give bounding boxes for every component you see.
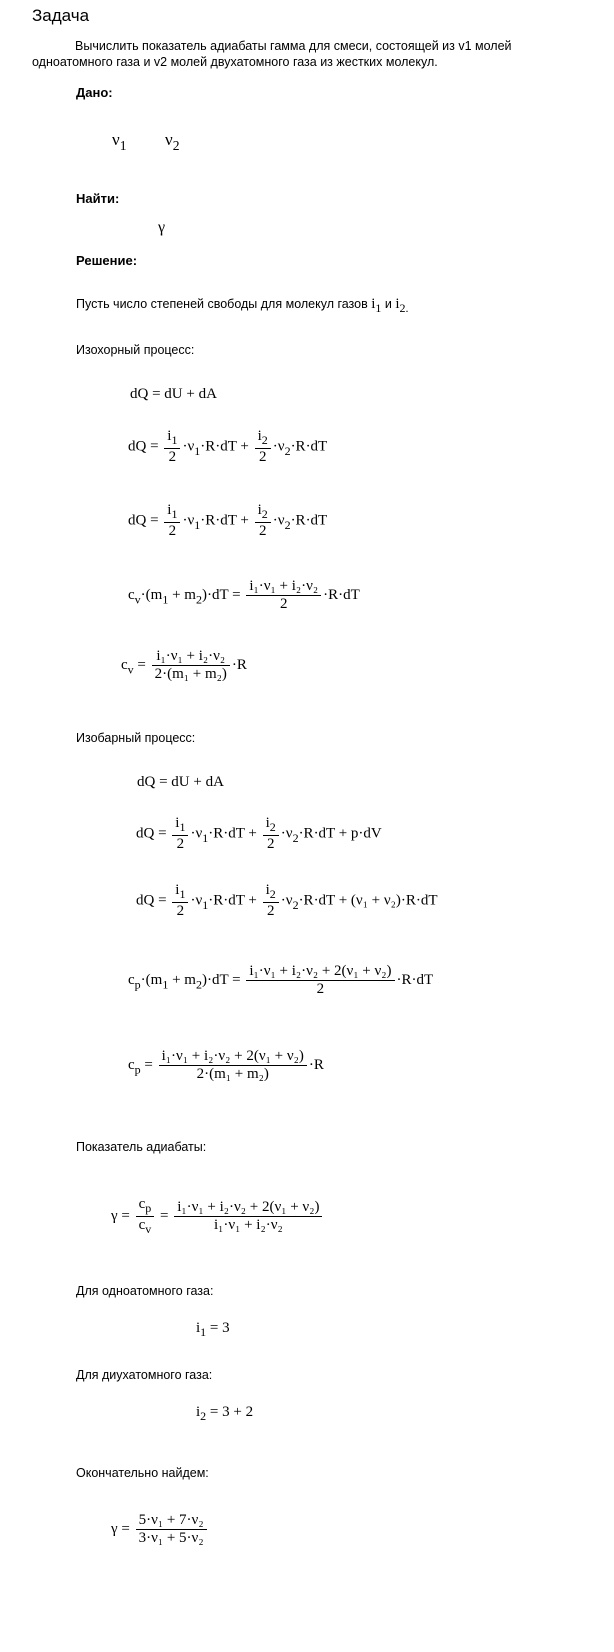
eq-isobaric-2: dQ = $\frac{i_1}{2}$ $\cdot\nu_1\cdot R\cdot dT$ + $\frac{i_2}{2}$ $\cdot\nu_2\cdot R\cdot dT + p\cdot dV$ bbox=[136, 815, 382, 852]
finally-heading: Окончательно найдем: bbox=[76, 1466, 209, 1480]
solution-heading: Решение: bbox=[76, 253, 138, 268]
given-heading: Дано: bbox=[76, 85, 113, 100]
given-nu2: $\nu_2$ bbox=[165, 130, 180, 153]
eq-isochoric-2: dQ = $\frac{i_1}{2}$ $\cdot\nu_1\cdot R\cdot dT$ + $\frac{i_2}{2}$ $\cdot\nu_2\cdot R\cdot dT$ bbox=[128, 428, 328, 465]
given-nu1: $\nu_1$ bbox=[112, 130, 127, 153]
eq-i2: $i_2 = 3 + 2$ bbox=[196, 1404, 254, 1424]
find-heading: Найти: bbox=[76, 191, 120, 206]
task-line-1: Вычислить показатель адиабаты гамма для смеси, состоящей из v1 молей bbox=[75, 39, 512, 53]
eq-isobaric-3: dQ = $\frac{i_1}{2}$ $\cdot\nu_1\cdot R\cdot dT$ + $\frac{i_2}{2}$ $\cdot\nu_2\cdot R\cdot dT + (\nu_1 + \nu_2)\cdot R\cdot dT$ bbox=[136, 882, 438, 919]
eq-cv: $c_v$ = $\frac{\text{i₁·ν₁ + i₂·ν₂}}{\text{2·(m₁ + m₂)}}$ ·R bbox=[121, 648, 247, 683]
eq-isochoric-4: $c_v\cdot(m_1 + m_2)\cdot dT$ = $\frac{\text{i₁·ν₁ + i₂·ν₂}}{2}$ ·R·dT bbox=[128, 578, 360, 613]
isobaric-heading: Изобарный процесс: bbox=[76, 731, 196, 745]
diatomic-heading: Для диухатомного газа: bbox=[76, 1368, 213, 1382]
page-title: Задача bbox=[32, 6, 90, 25]
eq-gamma-final: γ = $\frac{\text{5·ν₁ + 7·ν₂}}{\text{3·ν₁ + 5·ν₂}}$ bbox=[111, 1512, 209, 1548]
eq-cp: $c_p$ = $\frac{\text{i₁·ν₁ + i₂·ν₂ + 2(ν₁ + ν₂)}}{\text{2·(m₁ + m₂)}}$ ·R bbox=[128, 1048, 324, 1083]
find-gamma: γ bbox=[158, 219, 166, 236]
eq-isobaric-4: $c_p\cdot(m_1 + m_2)\cdot dT$ = $\frac{\text{i₁·ν₁ + i₂·ν₂ + 2(ν₁ + ν₂)}}{2}$ ·R·dT bbox=[128, 963, 434, 998]
eq-i1: $i_1 = 3$ bbox=[196, 1320, 230, 1340]
isochoric-heading: Изохорный процесс: bbox=[76, 343, 195, 357]
eq-isochoric-3: dQ = $\frac{i_1}{2}$ $\cdot\nu_1\cdot R\cdot dT$ + $\frac{i_2}{2}$ $\cdot\nu_2\cdot R\cdot dT$ bbox=[128, 502, 328, 539]
eq-first-law-2: dQ = dU + dA bbox=[137, 774, 224, 790]
eq-gamma: γ = $\frac{c_p}{c_v}$ = $\frac{\text{i₁·ν₁ + i₂·ν₂ + 2(ν₁ + ν₂)}}{\text{i₁·ν₁ + i₂·ν₂}}$ bbox=[111, 1196, 324, 1237]
task-line-2: одноатомного газа и v2 молей двухатомного газа из жестких молекул. bbox=[32, 55, 438, 69]
dof-text: Пусть число степеней свободы для молекул газов $i_1$ и $i_{2.}$ bbox=[76, 296, 409, 316]
monatomic-heading: Для одноатомного газа: bbox=[76, 1284, 214, 1298]
adiabatic-heading: Показатель адиабаты: bbox=[76, 1140, 207, 1154]
eq-first-law-1: dQ = dU + dA bbox=[130, 386, 217, 402]
